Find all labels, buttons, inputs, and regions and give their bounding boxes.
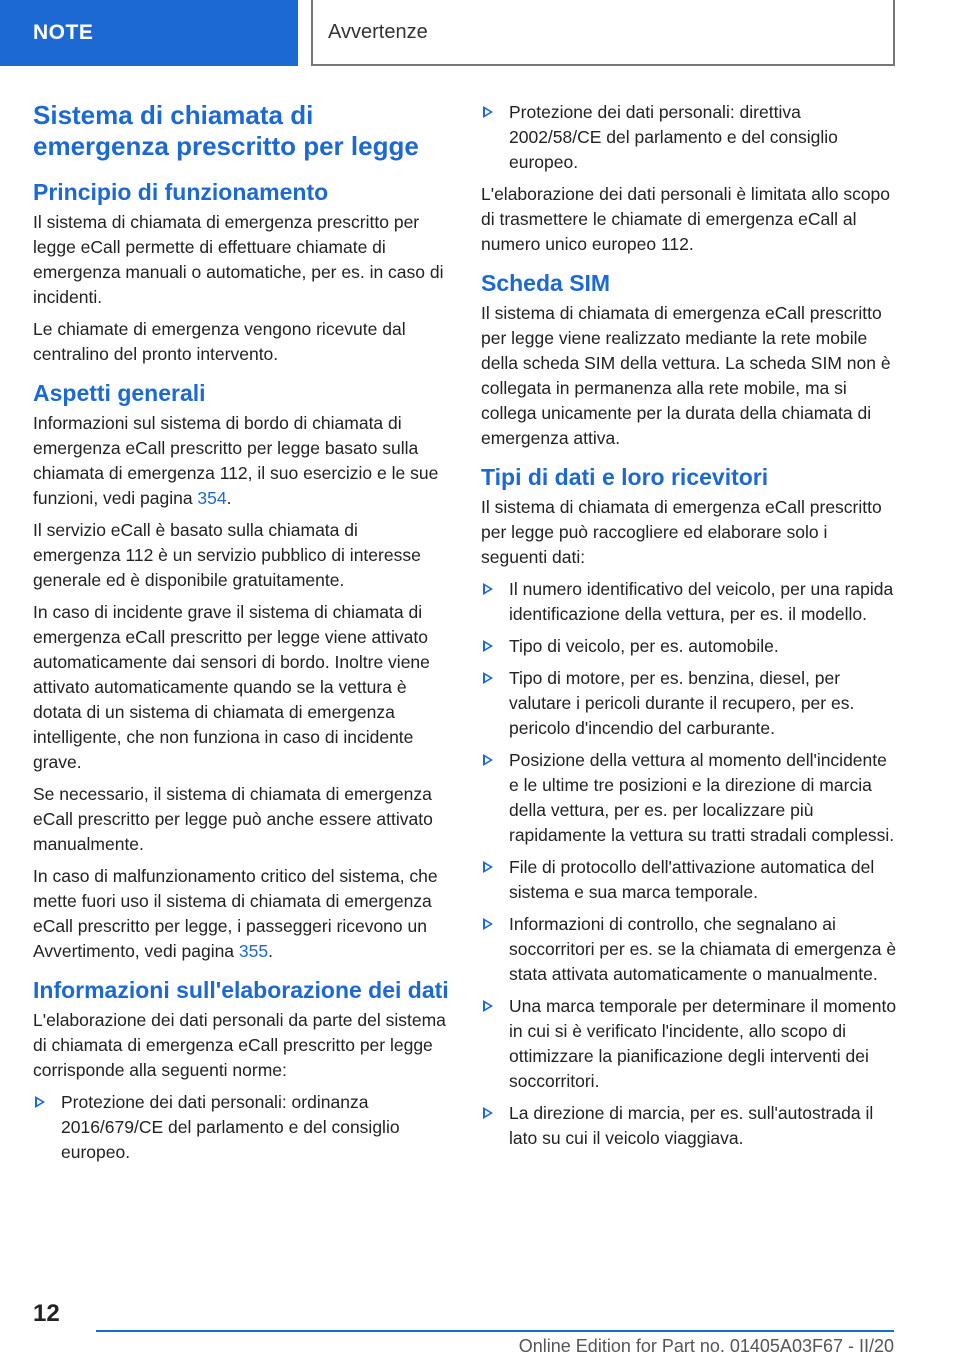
paragraph: L'elaborazione dei dati personali da parte del sistema di chiamata di emergenza eCall prescritto per legge corrisponde alla seguenti norme: bbox=[33, 1010, 446, 1080]
paragraph: Le chiamate di emergenza vengono ricevute dal centralino del pronto intervento. bbox=[33, 319, 406, 364]
left-column bbox=[33, 100, 449, 1172]
list-item-text: Posizione della vettura al momento dell'incidente e le ultime tre posizioni e la direzione di marcia della vettura, per es. per localizzare più rapidamente la vettura su tratti stradali complessi. bbox=[509, 750, 895, 845]
bullet-list bbox=[481, 577, 897, 1151]
triangle-bullet-icon bbox=[483, 106, 493, 118]
list-item bbox=[481, 666, 897, 741]
text: . bbox=[268, 941, 273, 961]
paragraph bbox=[33, 864, 449, 964]
triangle-bullet-icon bbox=[35, 1096, 45, 1108]
page-link[interactable]: 354 bbox=[197, 488, 227, 508]
heading-tipi-dati: Tipi di dati e loro ricevitori bbox=[481, 464, 769, 490]
paragraph: L'elaborazione dei dati personali è limitata allo scopo di trasmettere le chiamate di emergenza eCall al numero unico europeo 112. bbox=[481, 184, 891, 254]
list-item bbox=[481, 577, 897, 627]
list-item bbox=[481, 100, 897, 175]
triangle-bullet-icon bbox=[483, 754, 493, 766]
page-number: 12 bbox=[33, 1300, 60, 1327]
list-item bbox=[481, 855, 897, 905]
paragraph: Il servizio eCall è basato sulla chiamata di emergenza 112 è un servizio pubblico di interesse generale ed è disponibile gratuitamente. bbox=[33, 520, 421, 590]
list-item-text: Informazioni di controllo, che segnalano ai soccorritori per es. se la chiamata di emergenza è stata attivata automaticamente o manualmente. bbox=[509, 914, 897, 984]
list-item-text: Una marca temporale per determinare il momento in cui si è verificato l'incidente, allo scopo di ottimizzare la pianificazione degli interventi dei soccorritori. bbox=[509, 996, 897, 1091]
text: . bbox=[226, 488, 232, 508]
heading-scheda-sim: Scheda SIM bbox=[481, 270, 611, 296]
text: In caso di malfunzionamento critico del sistema, che mette fuori uso il sistema di chiamata di emergenza eCall prescritto per legge, i passeggeri ricevono un Avvertimento, vedi pagina bbox=[33, 866, 438, 961]
list-item bbox=[33, 1090, 449, 1165]
heading-informazioni: Informazioni sull'elaborazione dei dati bbox=[33, 977, 449, 1003]
list-item-text: Protezione dei dati personali: direttiva 2002/58/CE del parlamento e del consiglio europeo. bbox=[509, 102, 838, 172]
list-item-text: La direzione di marcia, per es. sull'autostrada il lato su cui il veicolo viaggiava. bbox=[509, 1103, 874, 1148]
paragraph: Se necessario, il sistema di chiamata di emergenza eCall prescritto per legge può anche essere attivato manualmente. bbox=[33, 784, 433, 854]
list-item bbox=[481, 748, 897, 848]
list-item-text: Tipo di veicolo, per es. automobile. bbox=[509, 636, 779, 656]
list-item bbox=[481, 994, 897, 1094]
edition-footer: Online Edition for Part no. 01405A03F67 - II/20 bbox=[518, 1336, 894, 1356]
list-item-text: Tipo di motore, per es. benzina, diesel, per valutare i pericoli durante il recupero, per es. pericolo d'incendio del carburante. bbox=[509, 668, 855, 738]
heading-principio: Principio di funzionamento bbox=[33, 179, 329, 205]
bullet-list bbox=[481, 100, 897, 175]
text: Informazioni sul sistema di bordo di chiamata di emergenza eCall prescritto per legge basato sulla chiamata di emergenza 112, il suo esercizio e le sue funzioni, vedi pagina bbox=[33, 413, 439, 508]
list-item bbox=[481, 1101, 897, 1151]
footer-divider bbox=[96, 1330, 894, 1332]
paragraph: Il sistema di chiamata di emergenza prescritto per legge eCall permette di effettuare chiamate di emergenza manuali o automatiche, per es. in caso di incidenti. bbox=[33, 212, 444, 307]
heading-aspetti: Aspetti generali bbox=[33, 380, 206, 406]
paragraph: Il sistema di chiamata di emergenza eCall prescritto per legge viene realizzato mediante la rete mobile della scheda SIM della vettura. La scheda SIM non è collegata in permanenza alla rete mobile, ma si collega unicamente per la durata della chiamata di emergenza attiva. bbox=[481, 303, 891, 448]
paragraph: In caso di incidente grave il sistema di chiamata di emergenza eCall prescritto per legge viene attivato automaticamente dai sensori di bordo. Inoltre viene attivato automaticamente quando se la vettura è dotata di un sistema di chiamata di emergenza intelligente, che non funziona in caso di incidente grave. bbox=[33, 602, 430, 772]
list-item-text: Protezione dei dati personali: ordinanza 2016/679/CE del parlamento e del consiglio europeo. bbox=[61, 1092, 400, 1162]
bullet-list bbox=[33, 1090, 449, 1165]
page-header bbox=[0, 0, 960, 66]
triangle-bullet-icon bbox=[483, 672, 493, 684]
triangle-bullet-icon bbox=[483, 918, 493, 930]
triangle-bullet-icon bbox=[483, 640, 493, 652]
list-item bbox=[481, 634, 897, 659]
triangle-bullet-icon bbox=[483, 1107, 493, 1119]
paragraph bbox=[33, 411, 449, 511]
triangle-bullet-icon bbox=[483, 1000, 493, 1012]
list-item-text: File di protocollo dell'attivazione automatica del sistema e sua marca temporale. bbox=[509, 857, 875, 902]
triangle-bullet-icon bbox=[483, 583, 493, 595]
list-item-text: Il numero identificativo del veicolo, per una rapida identificazione della vettura, per es. il modello. bbox=[509, 579, 894, 624]
section-tab[interactable]: Avvertenze bbox=[311, 0, 895, 66]
page-title: Sistema di chiamata di emergenza prescritto per legge bbox=[33, 100, 419, 161]
right-column bbox=[481, 100, 897, 1158]
triangle-bullet-icon bbox=[483, 861, 493, 873]
paragraph: Il sistema di chiamata di emergenza eCall prescritto per legge può raccogliere ed elaborare solo i seguenti dati: bbox=[481, 497, 882, 567]
page-link[interactable]: 355 bbox=[238, 941, 269, 961]
list-item bbox=[481, 912, 897, 987]
chapter-tab[interactable]: NOTE bbox=[0, 0, 298, 66]
